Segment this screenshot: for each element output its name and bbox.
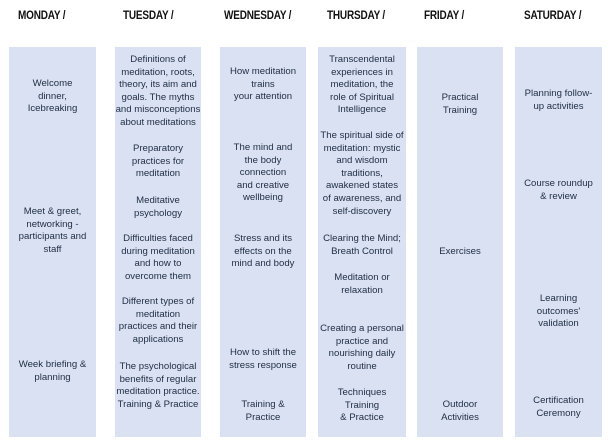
schedule-item: Training & Practice <box>241 399 285 423</box>
day-column-wednesday <box>220 47 306 437</box>
day-header-thursday: THURSDAY / <box>327 10 386 23</box>
day-column-friday <box>417 47 503 437</box>
schedule-item: Meditation or relaxation <box>334 272 390 296</box>
schedule-item: Stress and its effects on the mind and body <box>231 233 295 270</box>
day-header-tuesday: TUESDAY / <box>123 10 174 23</box>
day-column-tuesday <box>115 47 201 437</box>
day-header-saturday: SATURDAY / <box>524 10 582 23</box>
schedule-item: Week briefing & planning <box>18 359 87 383</box>
schedule-item: Techniques Training & Practice <box>337 387 387 424</box>
schedule-item: Clearing the Mind; Breath Control <box>323 233 401 257</box>
schedule-item: Exercises <box>439 246 481 257</box>
day-column-monday <box>9 47 96 437</box>
schedule-item: Planning follow- up activities <box>524 88 593 112</box>
schedule-item: Welcome dinner, Icebreaking <box>27 78 78 115</box>
schedule-item: Different types of meditation practices and their applications <box>118 296 198 345</box>
schedule-item: Outdoor Activities <box>441 399 479 423</box>
day-column-saturday <box>515 47 602 437</box>
day-header-friday: FRIDAY / <box>424 10 465 23</box>
schedule-item: Definitions of meditation, roots, theory, its aim and goals. The myths and misconceptions about meditations <box>115 54 201 128</box>
schedule-item: Transcendental experiences in meditation, the role of Spiritual Intelligence <box>329 54 395 116</box>
day-column-thursday <box>318 47 406 437</box>
schedule-item: Practical Training <box>441 92 479 116</box>
schedule-item: Preparatory practices for meditation <box>131 143 185 180</box>
schedule-item: Learning outcomes' validation <box>536 293 581 330</box>
schedule-item: Difficulties faced during meditation and how to overcome them <box>121 233 195 282</box>
schedule-item: The psychological benefits of regular meditation practice. Training & Practice <box>116 361 200 410</box>
schedule-item: The mind and the body connection and creative wellbeing <box>233 142 293 204</box>
schedule-item: The spiritual side of meditation: mystic and wisdom traditions, awakened states of awareness, and self-discovery <box>320 130 404 217</box>
schedule-item: How meditation trains your attention <box>229 66 297 103</box>
schedule-item: Meditative psychology <box>134 195 182 219</box>
schedule-item: How to shift the stress response <box>229 347 297 371</box>
day-header-wednesday: WEDNESDAY / <box>224 10 292 23</box>
schedule-item: Meet & greet, networking - participants and staff <box>18 206 87 255</box>
schedule-item: Course roundup & review <box>524 178 593 202</box>
schedule-item: Creating a personal practice and nourishing daily routine <box>320 323 404 372</box>
schedule-item: Certification Ceremony <box>533 395 584 419</box>
day-header-monday: MONDAY / <box>18 10 66 23</box>
